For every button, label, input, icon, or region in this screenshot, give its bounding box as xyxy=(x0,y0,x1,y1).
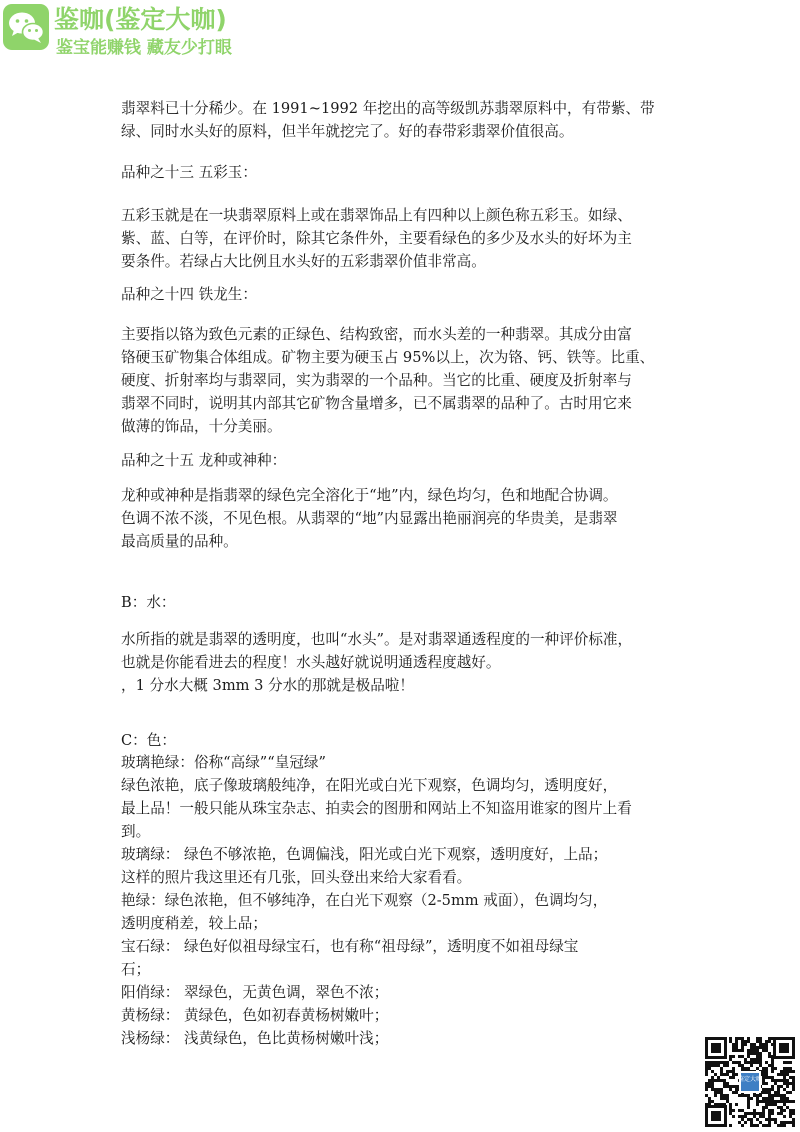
text-line: 艳绿：绿色浓艳，但不够纯净，在白光下观察（2-5mm 戒面），色调均匀， xyxy=(121,892,608,909)
text-line: 硬度、折射率均与翡翠同，实为翡翠的一个品种。当它的比重、硬度及折射率与 xyxy=(121,372,632,389)
section-heading: B：水： xyxy=(121,594,176,611)
watermark-slogan: 鉴宝能赚钱 藏友少打眼 xyxy=(56,38,232,58)
text-line: 紫、蓝、白等，在评价时，除其它条件外，主要看绿色的多少及水头的好坏为主 xyxy=(121,230,632,247)
section-heading: 品种之十五 龙种或神种： xyxy=(121,452,287,469)
text-line: 翡翠不同时，说明其内部其它矿物含量增多，已不属翡翠的品种了。古时用它来 xyxy=(121,395,632,412)
text-line: 要条件。若绿占大比例且水头好的五彩翡翠价值非常高。 xyxy=(121,253,486,270)
text-line: 水所指的就是翡翠的透明度，也叫“水头”。是对翡翠通透程度的一种评价标准， xyxy=(121,631,633,648)
text-line: 浅杨绿： 浅黄绿色，色比黄杨树嫩叶浅； xyxy=(121,1030,389,1047)
text-line: 最上品！一般只能从珠宝杂志、拍卖会的图册和网站上不知盗用谁家的图片上看 xyxy=(121,800,632,817)
text-line: 阳俏绿： 翠绿色，无黄色调，翠色不浓； xyxy=(121,984,389,1001)
text-line: 龙种或神种是指翡翠的绿色完全溶化于“地”内，绿色均匀，色和地配合协调。 xyxy=(121,487,618,504)
text-line: 也就是你能看进去的程度！水头越好就说明通透程度越好。 xyxy=(121,654,501,671)
section-heading: 品种之十三 五彩玉： xyxy=(121,164,257,181)
text-line: 透明度稍差，较上品； xyxy=(121,915,267,932)
text-line: 黄杨绿： 黄绿色，色如初春黄杨树嫩叶； xyxy=(121,1007,389,1024)
text-line: 做薄的饰品，十分美丽。 xyxy=(121,418,282,435)
text-line: 绿色浓艳，底子像玻璃般纯净，在阳光或白光下观察，色调均匀，透明度好， xyxy=(121,777,618,794)
section-heading: 品种之十四 铁龙生： xyxy=(121,286,257,303)
text-line: 到。 xyxy=(121,823,151,840)
text-line: 主要指以铬为致色元素的正绿色、结构致密，而水头差的一种翡翠。其成分由富 xyxy=(121,326,632,343)
text-line: 五彩玉就是在一块翡翠原料上或在翡翠饰品上有四种以上颜色称五彩玉。如绿、 xyxy=(121,207,632,224)
text-line: 铬硬玉矿物集合体组成。矿物主要为硬玉占 95%以上，次为铬、钙、铁等。比重、 xyxy=(121,349,655,366)
text-line: 玻璃艳绿：俗称“高绿”“皇冠绿” xyxy=(121,754,326,771)
qr-code xyxy=(703,1035,797,1129)
wechat-bubble-icon xyxy=(2,3,50,51)
text-line: 色调不浓不淡，不见色根。从翡翠的“地”内显露出艳丽润亮的华贵美，是翡翠 xyxy=(121,510,618,527)
text-line: 石； xyxy=(121,961,151,978)
text-line: 翡翠料已十分稀少。在 1991~1992 年挖出的高等级凯苏翡翠原料中，有带紫、带 xyxy=(121,100,655,117)
watermark xyxy=(0,0,250,56)
watermark-title: 鉴咖(鉴定大咖) xyxy=(54,5,227,34)
text-line: 这样的照片我这里还有几张，回头登出来给大家看看。 xyxy=(121,869,472,886)
qr-badge-text: 鉴定大咖 xyxy=(737,1076,763,1083)
text-line: 玻璃绿： 绿色不够浓艳，色调偏浅，阳光或白光下观察，透明度好，上品； xyxy=(121,846,608,863)
text-line: 绿、同时水头好的原料，但半年就挖完了。好的春带彩翡翠价值很高。 xyxy=(121,123,574,140)
text-line: 宝石绿： 绿色好似祖母绿宝石，也有称“祖母绿”，透明度不如祖母绿宝 xyxy=(121,938,579,955)
text-line: ，1 分水大概 3mm 3 分水的那就是极品啦！ xyxy=(121,677,414,694)
section-heading: C：色： xyxy=(121,732,176,749)
text-line: 最高质量的品种。 xyxy=(121,533,238,550)
